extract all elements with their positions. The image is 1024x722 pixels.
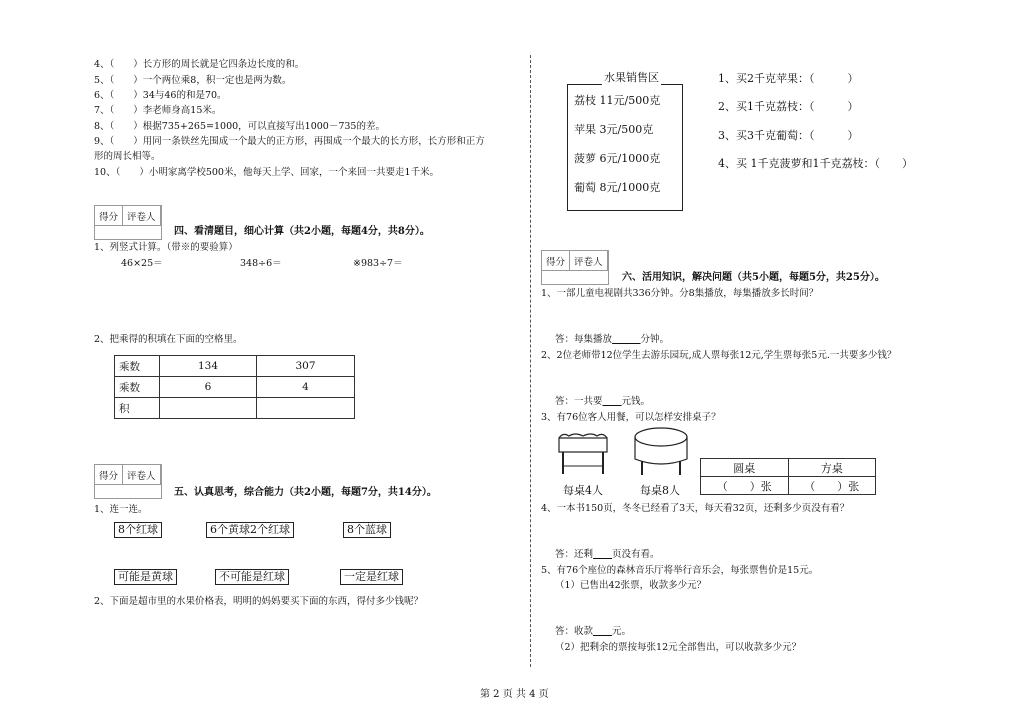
table-arrangement-grid	[700, 458, 876, 495]
answer-prefix: 答：一共要	[555, 396, 603, 407]
fruit-question-4: 4、买 1千克菠萝和1千克荔枝：（ ）	[718, 157, 913, 170]
score-label: 得分	[542, 251, 570, 270]
answer-blank[interactable]	[603, 396, 622, 407]
match-box-8-red[interactable]: 8个红球	[114, 522, 162, 538]
product-table	[114, 355, 355, 419]
section-6-a5	[555, 625, 631, 638]
section-6-a4	[555, 548, 660, 561]
section-6-q3: 3、有76位客人用餐，可以怎样安排桌子？	[541, 412, 721, 423]
match-box-not-red[interactable]: 不可能是红球	[215, 569, 289, 585]
column-divider	[530, 55, 531, 667]
section-6-q5: 5、有76个座位的森林音乐厅将举行音乐会，每张票售价是15元。	[541, 565, 819, 576]
fruit-price-box	[567, 84, 683, 211]
table-cell: 6	[160, 377, 257, 398]
section-6-q4: 4、一本书150页，冬冬已经看了3天，每天看32页，还剩多少页没有看？	[541, 503, 850, 514]
section-6-a2	[555, 395, 650, 408]
section-4-q2: 2、把乘得的积填在下面的空格里。	[94, 334, 243, 345]
section-4-q1: 1、列竖式计算。（带※的要验算）	[94, 242, 238, 253]
grader-label: 评卷人	[123, 206, 161, 225]
score-box-section-6	[541, 250, 609, 271]
section-6-a1	[555, 333, 669, 346]
table-cell: 乘数	[115, 356, 160, 377]
fruit-question-1: 1、买2千克苹果：（ ）	[718, 72, 859, 85]
question-5: 5、（ ）一个两位乘8，积一定也是两为数。	[94, 75, 292, 86]
answer-suffix: 元钱。	[621, 396, 651, 407]
calc-1: 46×25＝	[121, 258, 163, 269]
answer-prefix: 答：还剩	[555, 549, 594, 560]
page-number: 第 2 页 共 4 页	[480, 689, 549, 700]
square-table-count[interactable]: （ ）张	[788, 477, 876, 495]
score-label: 得分	[95, 206, 123, 225]
section-5-q2: 2、下面是超市里的水果价格表，明明的妈妈要买下面的东西，得付多少钱呢？	[94, 596, 424, 607]
section-6-q5-1: （1）已售出42张票，收款多少元？	[555, 580, 707, 591]
question-4: 4、（ ）长方形的周长就是它四条边长度的和。	[94, 59, 305, 70]
section-5-title: 五、认真思考，综合能力（共2小题，每题7分，共14分）。	[174, 487, 437, 498]
fruit-price-lychee: 荔枝 11元/500克	[574, 94, 661, 107]
question-10: 10、（ ）小明家离学校500米，他每天上学、回家，一个来回一共要走1千米。	[94, 167, 440, 178]
table-row	[115, 377, 355, 398]
section-6-q2: 2、2位老师带12位学生去游乐园玩,成人票每张12元,学生票每张5元.一共要多少钱？	[541, 350, 897, 361]
answer-suffix: 页没有看。	[612, 549, 660, 560]
table-cell: 307	[257, 356, 355, 377]
answer-suffix: 元。	[612, 626, 632, 637]
table-cell: 乘数	[115, 377, 160, 398]
match-box-definitely-red[interactable]: 一定是红球	[340, 569, 403, 585]
round-table-count[interactable]: （ ）张	[701, 477, 789, 495]
fruit-question-3: 3、买3千克葡萄：（ ）	[718, 129, 859, 142]
question-9: 9、（ ）用同一条铁丝先围成一个最大的正方形，再围成一个最大的长方形，长方形和正方	[94, 136, 485, 147]
table-row	[701, 459, 876, 477]
score-box-section-4	[94, 205, 162, 226]
match-box-maybe-yellow[interactable]: 可能是黄球	[114, 569, 177, 585]
fruit-box-title: 水果销售区	[604, 71, 659, 84]
square-table-icon	[557, 430, 609, 476]
table-cell-blank[interactable]	[257, 398, 355, 419]
section-6-q5-2: （2）把剩余的票按每张12元全部售出，可以收款多少元？	[555, 642, 802, 653]
section-4-title: 四、看清题目，细心计算（共2小题，每题4分，共8分）。	[174, 226, 430, 237]
answer-suffix: 分钟。	[640, 334, 670, 345]
fruit-question-2: 2、买1千克荔枝：（ ）	[718, 100, 859, 113]
score-box-section-5	[94, 464, 162, 485]
score-label: 得分	[95, 465, 123, 484]
section-6-title: 六、活用知识，解决问题（共5小题，每题5分，共25分）。	[622, 272, 885, 283]
round-table-label: 每桌8人	[640, 484, 680, 497]
table-cell: 4	[257, 377, 355, 398]
table-row	[115, 398, 355, 419]
answer-prefix: 答：收款	[555, 626, 594, 637]
match-box-6-yellow-2-red[interactable]: 6个黄球2个红球	[206, 522, 294, 538]
question-8: 8、（ ）根据735+265=1000，可以直接写出1000－735的差。	[94, 121, 385, 132]
table-row	[115, 356, 355, 377]
match-box-8-blue[interactable]: 8个蓝球	[343, 522, 391, 538]
answer-blank[interactable]	[593, 626, 612, 637]
question-7: 7、（ ）李老师身高15米。	[94, 105, 222, 116]
answer-blank[interactable]	[593, 549, 612, 560]
square-table-label: 每桌4人	[563, 484, 603, 497]
round-table-header: 圆桌	[701, 459, 789, 477]
round-table-icon	[632, 425, 690, 477]
answer-blank[interactable]	[612, 334, 641, 345]
fruit-price-pineapple: 菠萝 6元/1000克	[574, 152, 661, 165]
table-cell-blank[interactable]	[160, 398, 257, 419]
section-6-q1: 1、一部儿童电视剧共336分钟。分8集播放，每集播放多长时间？	[541, 288, 819, 299]
grader-label: 评卷人	[570, 251, 608, 270]
section-5-q1: 1、连一连。	[94, 504, 148, 515]
fruit-price-apple: 苹果 3元/500克	[574, 123, 654, 136]
calc-3: ※983÷7＝	[353, 258, 403, 269]
calc-2: 348÷6＝	[240, 258, 282, 269]
question-9-cont: 形的周长相等。	[94, 151, 161, 162]
fruit-price-grape: 葡萄 8元/1000克	[574, 181, 661, 194]
question-6: 6、（ ）34与46的和是70。	[94, 90, 227, 101]
table-cell: 134	[160, 356, 257, 377]
square-table-header: 方桌	[788, 459, 876, 477]
grader-label: 评卷人	[123, 465, 161, 484]
answer-prefix: 答：每集播放	[555, 334, 613, 345]
table-row	[701, 477, 876, 495]
table-cell: 积	[115, 398, 160, 419]
